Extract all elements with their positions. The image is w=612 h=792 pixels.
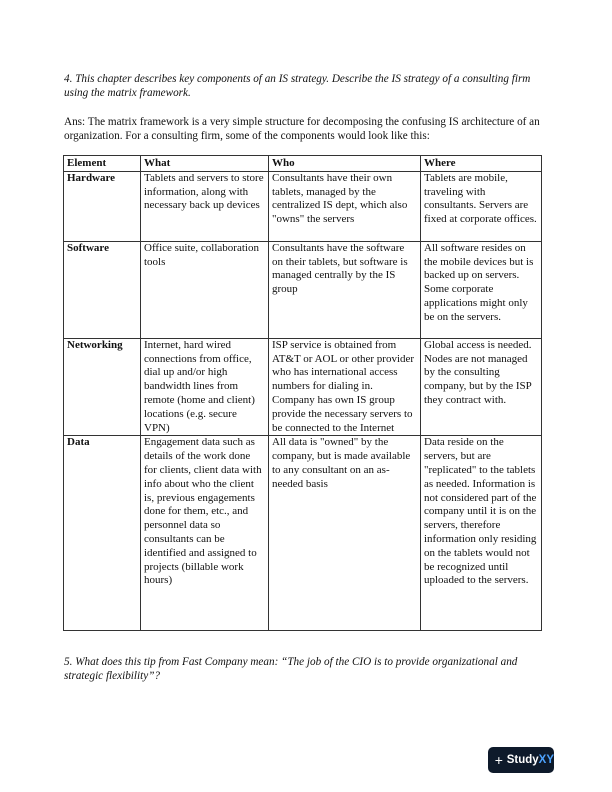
row-who: All data is "owned" by the company, but is made available to any consultant on an as-needed basis (269, 436, 421, 631)
row-what: Internet, hard wired connections from office, dial up and/or high bandwidth lines from remote (home and client) locations (e.g. secure VPN) (141, 338, 269, 436)
header-who: Who (269, 156, 421, 172)
table-row (64, 338, 542, 436)
studyxy-logo[interactable] (488, 747, 554, 773)
question-5: 5. What does this tip from Fast Company mean: “The job of the CIO is to provide organizational and strategic flexibility”? (64, 656, 518, 682)
row-where: Global access is needed. Nodes are not managed by the consulting company, but by the ISP they contract with. (421, 338, 542, 436)
row-who: ISP service is obtained from AT&T or AOL or other provider who has international access numbers for dialing in. Company has own IS group provide the necessary servers to be connected to the Internet (269, 338, 421, 436)
answer-text: Ans: The matrix framework is a very simple structure for decomposing the confusing IS architecture of an organization. For a consulting firm, some of the components would look like this: (64, 116, 540, 142)
table-header-row (64, 156, 542, 172)
row-who: Consultants have the software on their tablets, but software is managed centrally by the IS group (269, 241, 421, 338)
table-row (64, 171, 542, 241)
row-element: Software (64, 241, 141, 338)
header-where: Where (421, 156, 542, 172)
question-4: 4. This chapter describes key components of an IS strategy. Describe the IS strategy of a consulting firm using the matrix framework. (64, 73, 531, 99)
table-row (64, 436, 542, 631)
row-what: Tablets and servers to store information, along with necessary back up devices (141, 171, 269, 241)
header-what: What (141, 156, 269, 172)
plus-icon: + (494, 752, 503, 768)
header-element: Element (64, 156, 141, 172)
row-where: Tablets are mobile, traveling with consultants. Servers are fixed at corporate offices. (421, 171, 542, 241)
logo-text-main: Study (506, 754, 539, 766)
row-who: Consultants have their own tablets, managed by the centralized IS dept, which also "owns" the servers (269, 171, 421, 241)
row-where: Data reside on the servers, but are "replicated" to the tablets as needed. Information is not considered part of the company until it is on the servers, therefore information only residing on the tablets would not be recognized until uploaded to the servers. (421, 436, 542, 631)
row-element: Networking (64, 338, 141, 436)
row-what: Engagement data such as details of the work done for clients, client data with info about who the client is, previous engagements done for them, etc., and personnel data so consultants can be identified and assigned to projects (billable work hours) (141, 436, 269, 631)
row-element: Data (64, 436, 141, 631)
row-what: Office suite, collaboration tools (141, 241, 269, 338)
logo-text-accent: XY (538, 754, 554, 766)
matrix-table (63, 155, 542, 631)
table-row (64, 241, 542, 338)
row-element: Hardware (64, 171, 141, 241)
row-where: All software resides on the mobile devices but is backed up on servers. Some corporate applications might only be on the servers. (421, 241, 542, 338)
